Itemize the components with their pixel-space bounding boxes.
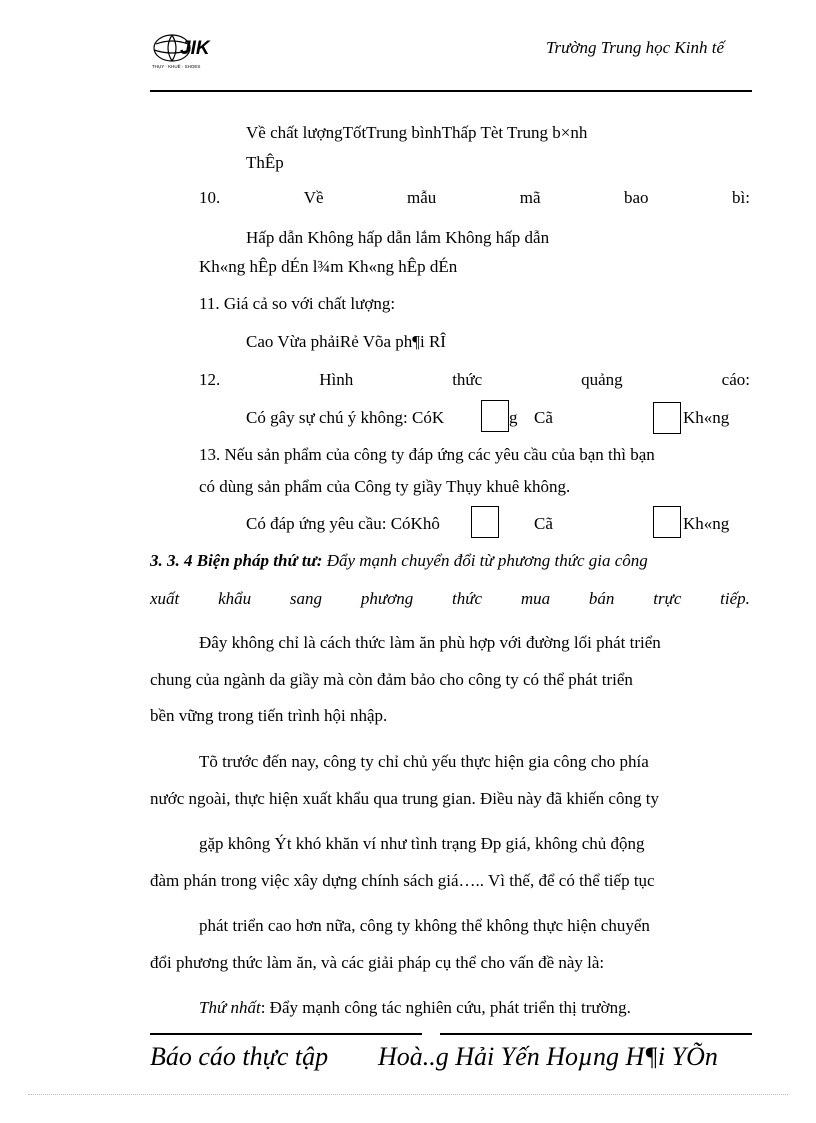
para2-line6: đổi phương thức làm ăn, và các giải pháp cụ thể cho vấn đề này là: — [150, 953, 605, 972]
footer-report-title: Báo cáo thực tập — [150, 1042, 329, 1071]
q10-word: mẫu — [407, 188, 437, 207]
heading-word: phương — [360, 589, 414, 608]
heading-word: tiếp. — [720, 589, 750, 608]
heading-word: xuất — [150, 589, 180, 608]
question-11: 11. Giá cả so với chất lượng: — [199, 294, 396, 313]
para1-line3: bền vững trong tiến trình hội nhập. — [150, 706, 388, 725]
q12-no-label: Kh«ng — [683, 408, 730, 427]
q12-word: Hình — [319, 370, 354, 389]
question-13-line1: 13. Nếu sản phẩm của công ty đáp ứng các yêu cầu của bạn thì bạn — [199, 445, 655, 464]
q12-word: quảng — [581, 370, 623, 389]
header-school-name: Trường Trung học Kinh tế — [546, 38, 724, 57]
q12-word: 12. — [199, 370, 221, 389]
section-heading-line2 — [150, 589, 750, 609]
footer-rule-left — [150, 1033, 422, 1035]
q12-word: cáo: — [721, 370, 750, 389]
company-logo — [150, 30, 222, 70]
q13-no-label: Kh«ng — [683, 514, 730, 533]
heading-word: thức — [452, 589, 483, 608]
q10-word: bì: — [732, 188, 750, 207]
quality-options-line2: ThÊp — [246, 153, 284, 172]
q13-checkbox-no[interactable] — [653, 506, 681, 538]
q12-checkbox-no[interactable] — [653, 402, 681, 434]
q11-options: Cao Vừa phảiRẻ Võa ph¶i RÎ — [246, 332, 446, 351]
question-12 — [199, 370, 750, 390]
para1-line2: chung của ngành da giầy mà còn đảm bảo cho công ty có thể phát triển — [150, 670, 633, 689]
quality-options-line1: Về chất lượngTốtTrung bìnhThấp Tèt Trung b×nh — [246, 123, 588, 142]
header-rule — [150, 90, 752, 92]
para3 — [199, 998, 631, 1018]
para1-line1: Đây không chỉ là cách thức làm ăn phù hợp với đường lối phát triển — [199, 633, 661, 652]
heading-word: trực — [653, 589, 682, 608]
footer-rule-right — [440, 1033, 752, 1035]
logo-subtext: THỤY · KHUÊ · SHOES — [152, 64, 201, 69]
q10-word: bao — [624, 188, 649, 207]
para2-line5: phát triển cao hơn nữa, công ty không thể không thực hiện chuyển — [199, 916, 650, 935]
heading-word: mua — [520, 589, 551, 608]
q12-checkbox-yes[interactable] — [481, 400, 509, 432]
q10-word: 10. — [199, 188, 221, 207]
q10-word: Về — [303, 188, 324, 207]
footer-author: Hoà..g Hải Yến Hoµng H¶i YÕn — [378, 1042, 718, 1071]
para3-italic: Thứ nhất — [199, 998, 261, 1017]
heading-word: khẩu — [218, 589, 252, 608]
q12-word: thức — [452, 370, 483, 389]
q12-prompt: Có gây sự chú ý không: CóK — [246, 408, 445, 427]
section-heading — [150, 551, 648, 571]
q12-yes-label: Cã — [534, 408, 553, 427]
page-bottom-border — [28, 1094, 788, 1095]
heading-word: bán — [588, 589, 615, 608]
heading-word: sang — [289, 589, 323, 608]
q10-options-1: Hấp dẫn Không hấp dẫn lắm Không hấp dẫn — [246, 228, 550, 247]
question-10 — [199, 188, 750, 208]
q12-fragment: g — [509, 408, 518, 427]
q13-checkbox-yes[interactable] — [471, 506, 499, 538]
q13-yes-label: Cã — [534, 514, 553, 533]
q10-options-2: Kh«ng hÊp dÉn l¾m Kh«ng hÊp dÉn — [199, 257, 458, 276]
para2-line1: Tõ trước đến nay, công ty chỉ chủ yếu thực hiện gia công cho phía — [199, 752, 649, 771]
q13-prompt: Có đáp ứng yêu cầu: CóKhô — [246, 514, 440, 533]
para2-line3: gặp không Ýt khó khăn ví như tình trạng Ðp giá, không chủ động — [199, 834, 645, 853]
q10-word: mã — [519, 188, 541, 207]
section-heading-bold: 3. 3. 4 Biện pháp thứ tư: — [150, 551, 323, 570]
section-heading-rest: Đẩy mạnh chuyển đổi từ phương thức gia công — [322, 551, 648, 570]
question-13-line2: có dùng sản phẩm của Công ty giầy Thụy khuê không. — [199, 477, 571, 496]
para2-line4: đàm phán trong việc xây dựng chính sách giá….. Vì thế, để có thể tiếp tục — [150, 871, 655, 890]
para3-rest: : Đẩy mạnh công tác nghiên cứu, phát triển thị trường. — [260, 998, 631, 1017]
logo-text: JIK — [180, 38, 210, 59]
para2-line2: nước ngoài, thực hiện xuất khẩu qua trung gian. Điều này đã khiến công ty — [150, 789, 659, 808]
